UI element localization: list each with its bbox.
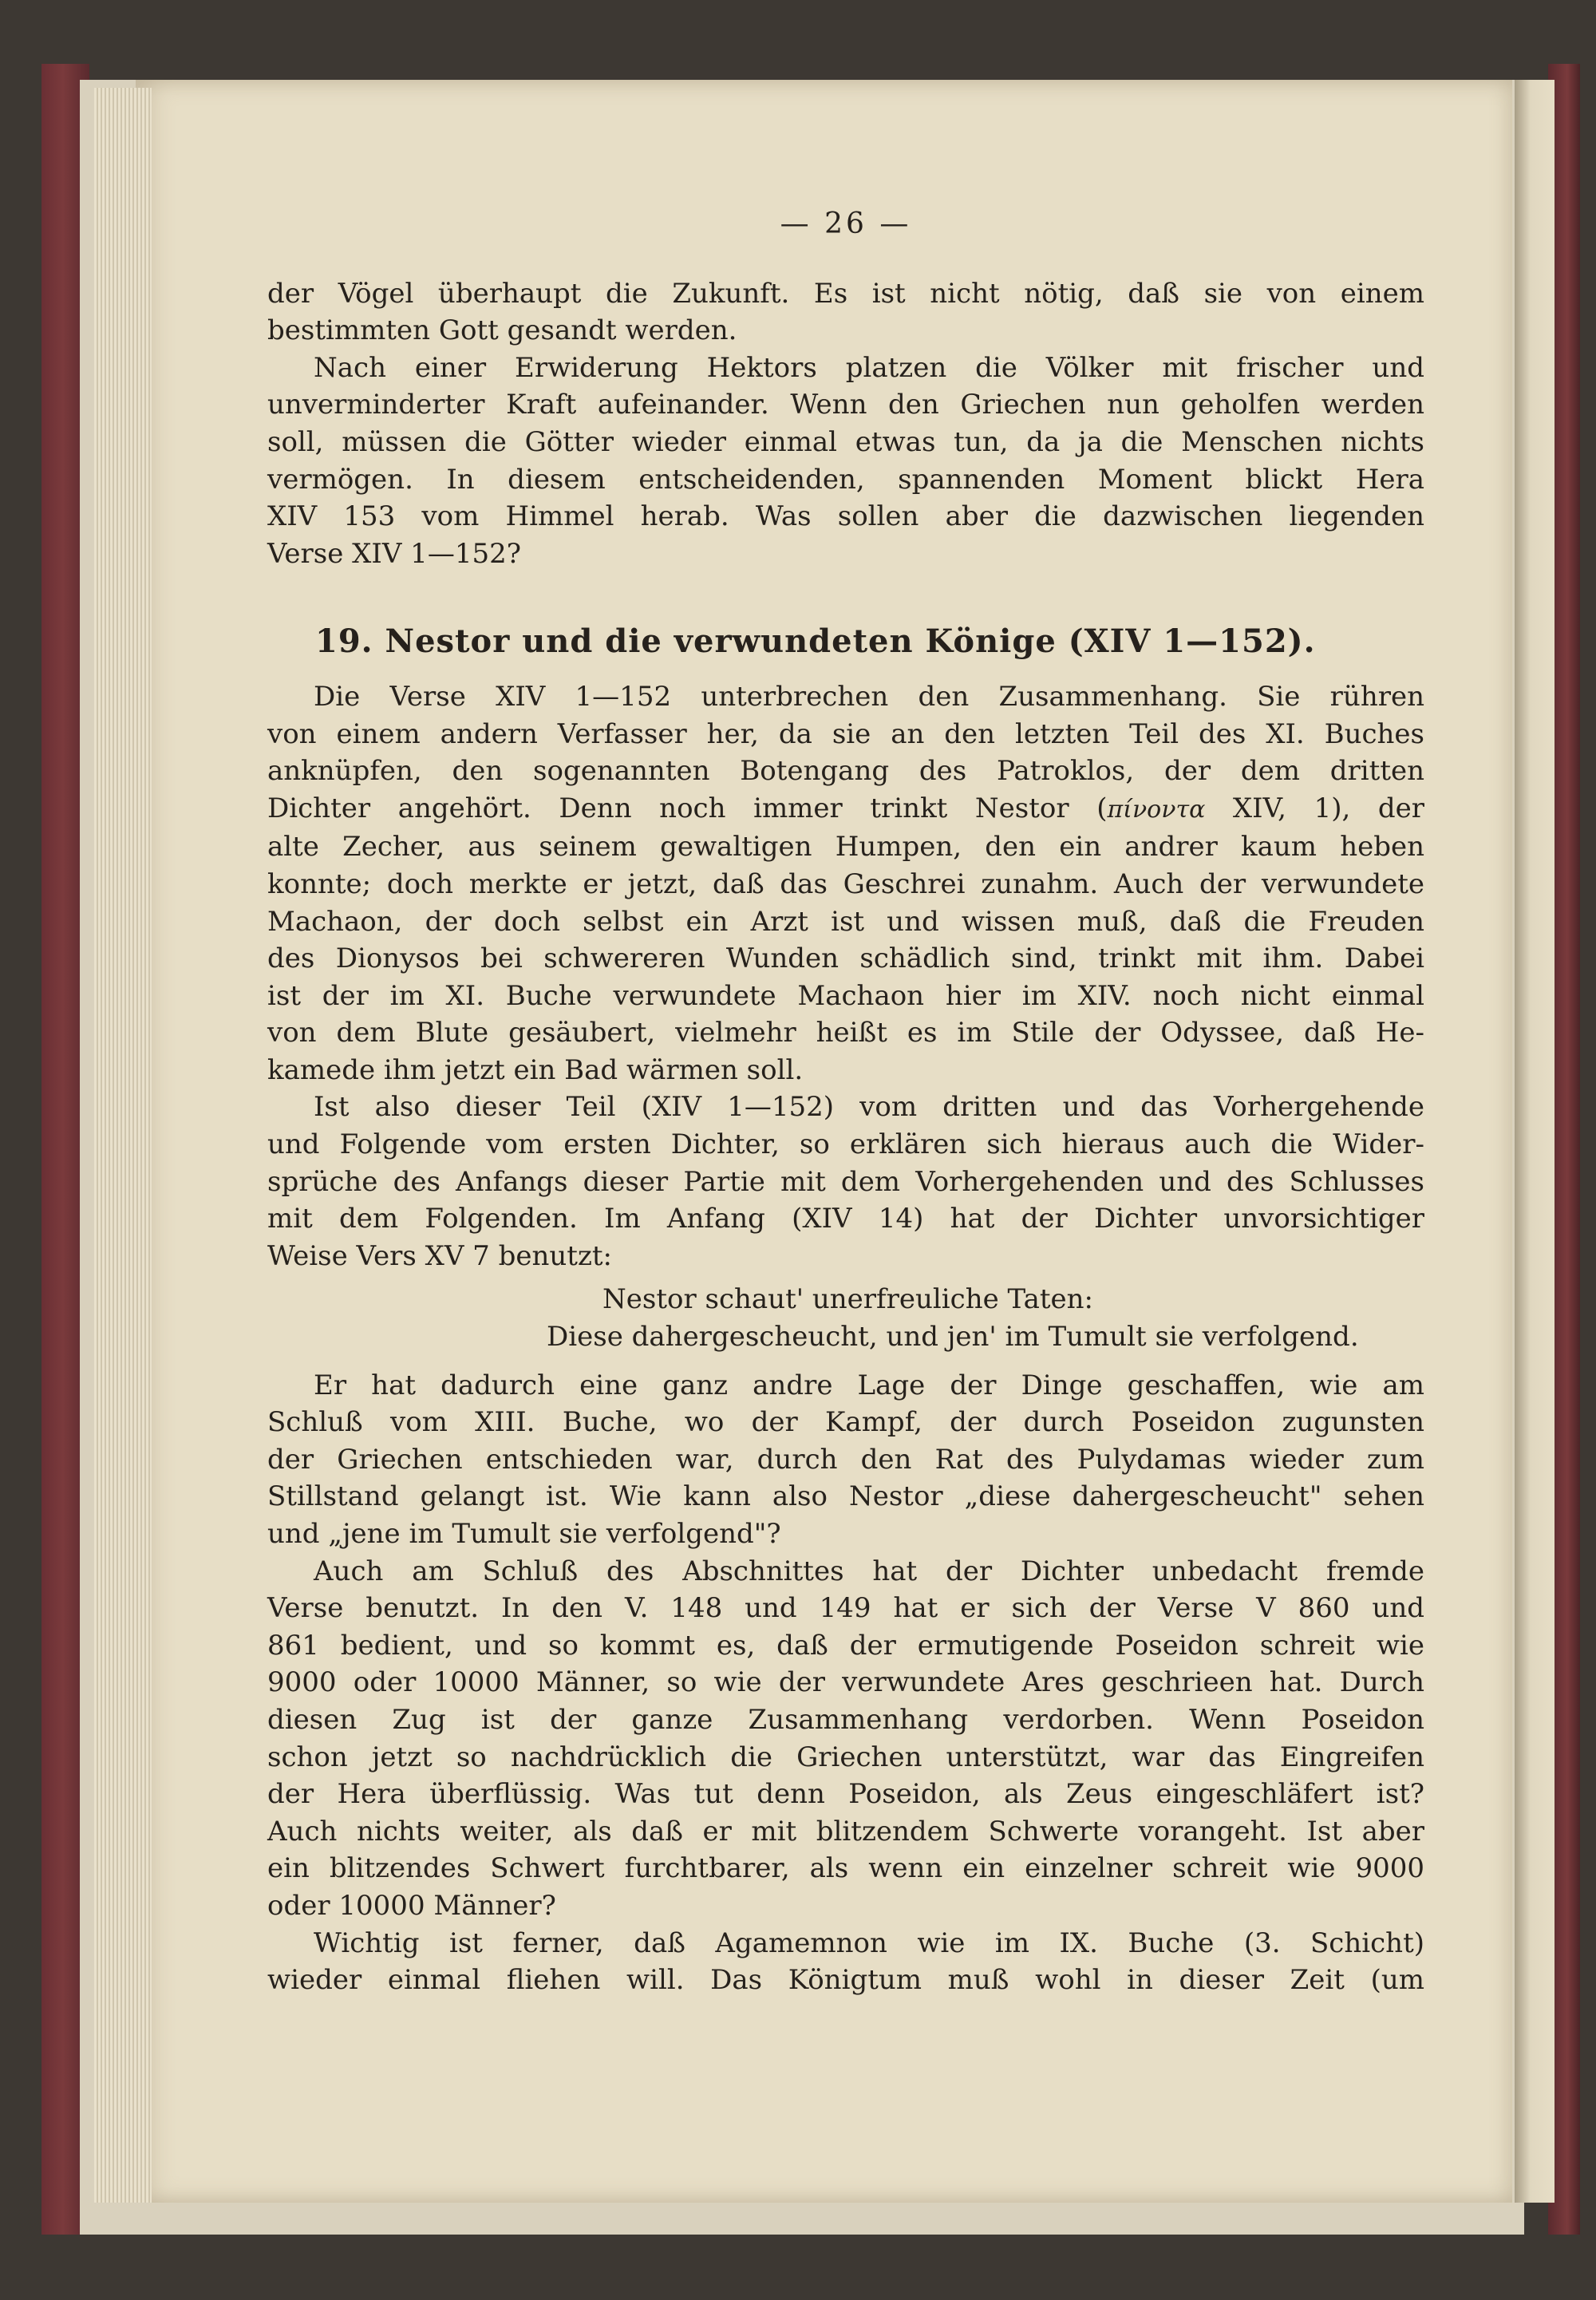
text-line-with-greek xyxy=(267,790,1424,829)
text-line: oder 10000 Männer? xyxy=(267,1889,556,1922)
paragraph-6 xyxy=(267,1553,1424,1925)
page-stack-edges xyxy=(94,88,152,2203)
text-segment: XIV, 1), der xyxy=(1205,792,1424,824)
text-line: 861 bedient, und so kommt es, daß der ermutigende Poseidon schreit wie xyxy=(267,1629,1424,1662)
text-line: Ist also dieser Teil (XIV 1—152) vom dritten und das Vorhergehende xyxy=(314,1091,1424,1124)
text-line: kamede ihm jetzt ein Bad wärmen soll. xyxy=(267,1053,804,1086)
quote-line: Diese dahergescheucht, und jen' im Tumult sie verfolgend. xyxy=(547,1321,1359,1354)
paragraph-4 xyxy=(267,1089,1424,1274)
text-line: der Vögel überhaupt die Zukunft. Es ist nicht nötig, daß sie von einem xyxy=(267,277,1424,310)
quote-line: Nestor schaut' unerfreuliche Taten: xyxy=(602,1283,1093,1316)
text-line: der Griechen entschieden war, durch den Rat des Pulydamas wieder zum xyxy=(267,1443,1424,1476)
text-line: konnte; doch merkte er jetzt, daß das Geschrei zunahm. Auch der verwundete xyxy=(267,867,1424,900)
text-line: der Hera überflüssig. Was tut denn Poseidon, als Zeus eingeschläfert ist? xyxy=(267,1778,1424,1811)
text-line: Stillstand gelangt ist. Wie kann also Nestor „diese dahergescheucht" sehen xyxy=(267,1480,1424,1513)
text-line: alte Zecher, aus seinem gewaltigen Humpen, den ein andrer kaum heben xyxy=(267,831,1424,863)
text-line: unverminderter Kraft aufeinander. Wenn den Griechen nun geholfen werden xyxy=(267,389,1424,421)
text-line: Machaon, der doch selbst ein Arzt ist und wissen muß, daß die Freuden xyxy=(267,905,1424,938)
text-line: ein blitzendes Schwert furchtbarer, als wenn ein einzelner schreit wie 9000 xyxy=(267,1852,1424,1885)
paragraph-3 xyxy=(267,678,1424,1089)
next-page-edge xyxy=(1515,80,1555,2203)
text-line: Auch nichts weiter, als daß er mit blitzendem Schwerte vorangeht. Ist aber xyxy=(267,1815,1424,1848)
paragraph-2 xyxy=(267,350,1424,573)
verse-quotation xyxy=(267,1281,1424,1355)
text-line: ist der im XI. Buche verwundete Machaon hier im XIV. noch nicht einmal xyxy=(267,979,1424,1012)
text-line: von einem andern Verfasser her, da sie an den letzten Teil des XI. Buches xyxy=(267,717,1424,750)
text-line: Verse benutzt. In den V. 148 und 149 hat er sich der Verse V 860 und xyxy=(267,1592,1424,1625)
text-line: Verse XIV 1—152? xyxy=(267,537,521,570)
text-line: mit dem Folgenden. Im Anfang (XIV 14) hat der Dichter unvorsichtiger xyxy=(267,1203,1424,1235)
text-line: anknüpfen, den sogenannten Botengang des Patroklos, der dem dritten xyxy=(267,755,1424,788)
text-line: diesen Zug ist der ganze Zusammenhang verdorben. Wenn Poseidon xyxy=(267,1703,1424,1736)
text-line: Er hat dadurch eine ganz andre Lage der Dinge geschaffen, wie am xyxy=(314,1369,1424,1401)
text-line: Auch am Schluß des Abschnittes hat der Dichter unbedacht fremde xyxy=(314,1555,1424,1587)
text-line: wieder einmal fliehen will. Das Königtum muß wohl in dieser Zeit (um xyxy=(267,1964,1424,1997)
paragraph-1 xyxy=(267,275,1424,350)
text-line: sprüche des Anfangs dieser Partie mit dem Vorhergehenden und des Schlusses xyxy=(267,1165,1424,1198)
text-line: und „jene im Tumult sie verfolgend"? xyxy=(267,1518,781,1550)
text-line: Wichtig ist ferner, daß Agamemnon wie im IX. Buche (3. Schicht) xyxy=(314,1927,1424,1959)
section-heading: 19. Nestor und die verwundeten Könige (XIV 1—152). xyxy=(315,622,1316,661)
text-line: Schluß vom XIII. Buche, wo der Kampf, der durch Poseidon zugunsten xyxy=(267,1406,1424,1439)
text-segment: Dichter angehört. Denn noch immer trinkt Nestor ( xyxy=(267,792,1108,824)
text-line: Die Verse XIV 1—152 unterbrechen den Zusammenhang. Sie rühren xyxy=(314,680,1424,713)
text-line: schon jetzt so nachdrücklich die Griechen unterstützt, war das Eingreifen xyxy=(267,1741,1424,1773)
text-line: XIV 153 vom Himmel herab. Was sollen aber die dazwischen liegenden xyxy=(267,500,1424,533)
text-line: Nach einer Erwiderung Hektors platzen die Völker mit frischer und xyxy=(314,351,1424,384)
text-line: bestimmten Gott gesandt werden. xyxy=(267,314,737,347)
text-line: vermögen. In diesem entscheidenden, spannenden Moment blickt Hera xyxy=(267,463,1424,496)
text-line: soll, müssen die Götter wieder einmal etwas tun, da ja die Menschen nichts xyxy=(267,425,1424,458)
text-line: von dem Blute gesäubert, vielmehr heißt es im Stile der Odyssee, daß He- xyxy=(267,1017,1424,1049)
paragraph-5 xyxy=(267,1367,1424,1553)
text-line: Weise Vers XV 7 benutzt: xyxy=(267,1239,612,1272)
text-line: 9000 oder 10000 Männer, so wie der verwundete Ares geschrieen hat. Durch xyxy=(267,1666,1424,1699)
greek-word: πίνοντα xyxy=(1107,795,1206,824)
text-line: und Folgende vom ersten Dichter, so erklären sich hieraus auch die Wider- xyxy=(267,1128,1424,1161)
paragraph-7 xyxy=(267,1925,1424,1999)
text-line: des Dionysos bei schwereren Wunden schädlich sind, trinkt mit ihm. Dabei xyxy=(267,943,1424,975)
page-number: — 26 — xyxy=(780,207,912,240)
page-text xyxy=(267,206,1424,1999)
